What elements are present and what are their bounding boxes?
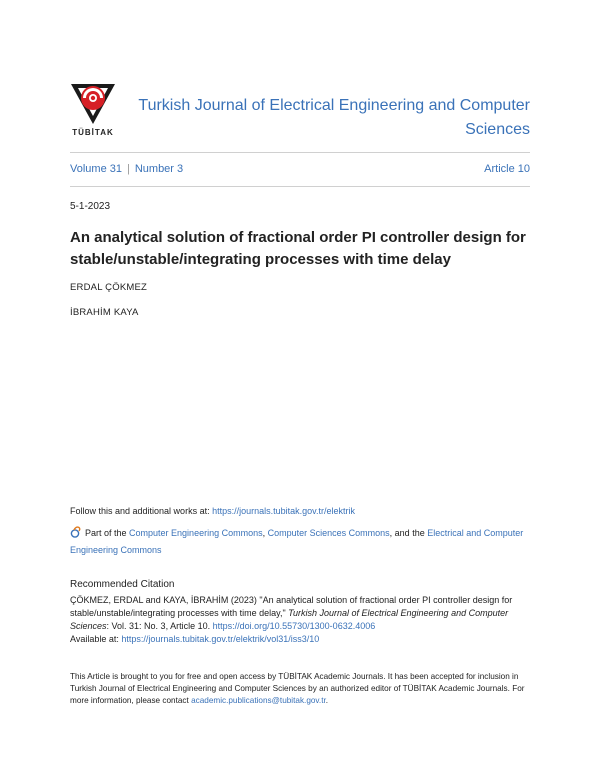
article-title: An analytical solution of fractional order PI controller design for stable/unstable/integrating processes with time delay — [70, 229, 526, 268]
author-1: ERDAL ÇÖKMEZ — [70, 282, 148, 293]
issue-row — [70, 163, 530, 175]
number-link[interactable]: Number 3 — [134, 163, 184, 175]
article-link[interactable]: Article 10 — [484, 163, 530, 175]
author-2: İBRAHİM KAYA — [70, 307, 139, 318]
citation-part: : Vol. 31: No. 3, Article 10. — [106, 621, 213, 631]
journal-title[interactable]: Turkish Journal of Electrical Engineering and Computer Sciences — [138, 97, 530, 138]
part-of-separator: , — [262, 528, 268, 538]
volume-link[interactable]: Volume 31 — [70, 163, 122, 175]
divider-bottom — [70, 186, 530, 187]
part-of-line — [70, 525, 530, 559]
contact-email-link[interactable]: academic.publications@tubitak.gov.tr — [191, 696, 326, 705]
computer-engineering-commons-link[interactable]: Computer Engineering Commons — [129, 528, 263, 538]
follow-line — [70, 506, 355, 516]
part-of-prefix: Part of the — [85, 528, 130, 538]
doi-link[interactable]: https://doi.org/10.55730/1300-0632.4006 — [212, 621, 376, 631]
citation-text — [70, 594, 540, 646]
footer-text: This Article is brought to you for free and open access by TÜBİTAK Academic Journals. It has been accepted for inclusion in Turkish Journal of Electrical Engineering and Computer Sciences by an authorized editor of TÜBİTAK Academic Journals. For more information, please contact — [70, 672, 525, 705]
footer-end: . — [325, 696, 329, 705]
logo-text: TÜBİTAK — [72, 128, 114, 137]
electrical-engineering-commons-link[interactable]: Electrical and Computer Engineering Commons — [70, 528, 524, 555]
citation-journal: Turkish Journal of Electrical Engineering and Computer Sciences — [70, 608, 509, 631]
part-of-separator: , and the — [389, 528, 428, 538]
available-prefix: Available at: — [70, 634, 122, 644]
follow-link[interactable]: https://journals.tubitak.gov.tr/elektrik — [212, 506, 355, 516]
follow-prefix: Follow this and additional works at: — [70, 506, 213, 516]
computer-sciences-commons-link[interactable]: Computer Sciences Commons — [267, 528, 390, 538]
open-access-icon — [70, 526, 82, 538]
separator: | — [126, 163, 130, 175]
available-link[interactable]: https://journals.tubitak.gov.tr/elektrik/vol31/iss3/10 — [121, 634, 320, 644]
citation-part: ÇÖKMEZ, ERDAL and KAYA, İBRAHİM (2023) "An analytical solution of fractional order PI controller design for stable/unstable/integrating processes with time delay," — [70, 595, 513, 618]
footer-notice — [70, 671, 540, 707]
divider-top — [70, 152, 530, 153]
publication-date: 5-1-2023 — [70, 201, 111, 212]
recommended-citation-heading: Recommended Citation — [70, 579, 175, 590]
